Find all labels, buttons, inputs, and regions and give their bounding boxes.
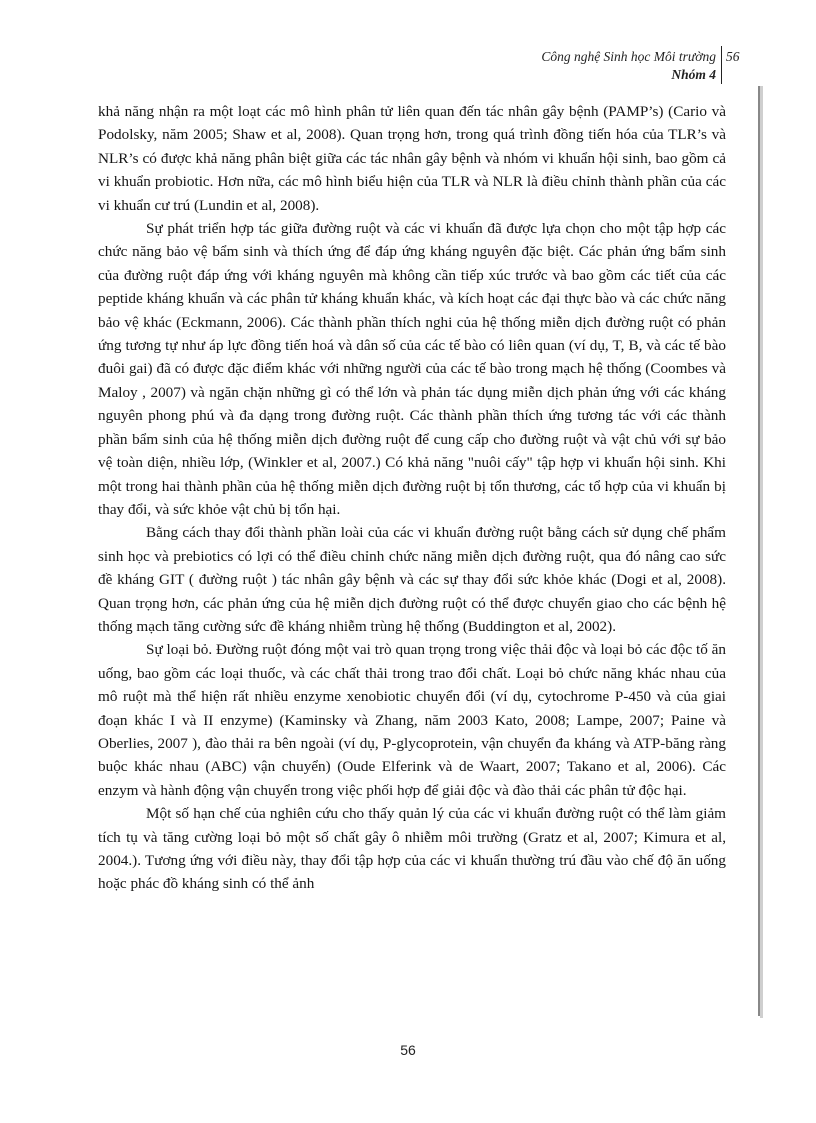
header-group: Nhóm 4	[671, 67, 716, 82]
body-text	[98, 100, 726, 896]
paragraph-2: Sự phát triển hợp tác giữa đường ruột và các vi khuẩn đã được lựa chọn cho một tập hợp các chức năng bảo vệ bẩm sinh và thích ứng để đáp ứng kháng nguyên đặc biệt. Các phản ứng bẩm sinh của đường ruột đáp ứng với kháng nguyên mà không cần tiếp xúc trước và bao gồm các tiết của các peptide kháng khuẩn và các phân tử kháng khuẩn khác, và kích hoạt các đại thực bào và các chức năng bảo vệ khác (Eckmann, 2006). Các thành phần thích nghi của hệ thống miễn dịch đường ruột có phản ứng tương tự như áp lực đồng tiến hoá và dân số của các tế bào có liên quan (ví dụ, T, B, và các tế bào đuôi gai) đã có được đặc điểm khác với những người của các tế bào trong mạch hệ thống (Coombes và Maloy , 2007) và ngăn chặn những gì có thể lớn và phản tác dụng miễn dịch phản ứng với các kháng nguyên phong phú và đa dạng trong đường ruột. Các thành phần thích ứng tương tác với các thành phần bẩm sinh của hệ thống miễn dịch đường ruột để cung cấp cho đường ruột và vật chủ với sự bảo vệ toàn diện, nhiều lớp, (Winkler et al, 2007.) Có khả năng "nuôi cấy" tập hợp vi khuẩn hội sinh. Khi một trong hai thành phần của hệ thống miễn dịch đường ruột bị tổn thương, các tổ hợp của vi khuẩn bị thay đổi, và sức khỏe vật chủ bị tổn hại.	[98, 220, 726, 518]
paragraph-4: Sự loại bỏ. Đường ruột đóng một vai trò quan trọng trong việc thải độc và loại bỏ các độc tố ăn uống, bao gồm các loại thuốc, và các chất thải trong trao đổi chất. Loại bỏ chức năng khác nhau của mô ruột mà thể hiện rất nhiều enzyme xenobiotic chuyển đổi (ví dụ, cytochrome P-450 và của giai đoạn khác I và II enzyme) (Kaminsky và Zhang, năm 2003 Kato, 2008; Lampe, 2007; Paine và Oberlies, 2007 ), đào thải ra bên ngoài (ví dụ, P-glycoprotein, vận chuyển đa kháng và ATP-băng ràng buộc khác nhau (ABC) vận chuyển) (Oude Elferink và de Waart, 2007; Takano et al, 2006). Các enzym và hành động vận chuyển trong việc phối hợp để giải độc và đào thải các phân tử độc hại.	[98, 641, 726, 799]
page-border-shadow	[760, 86, 763, 1018]
paragraph-1: khả năng nhận ra một loạt các mô hình phân tử liên quan đến tác nhân gây bệnh (PAMP’s) (Cario và Podolsky, năm 2005; Shaw et al, 2008). Quan trọng hơn, trong quá trình đồng tiến hóa của TLR’s và NLR’s có được khả năng phân biệt giữa các tác nhân gây bệnh và nhóm vi khuẩn hội sinh, bao gồm cả vi khuẩn probiotic. Hơn nữa, các mô hình biểu hiện của TLR và NLR là điều chỉnh thành phần của các vi khuẩn cư trú (Lundin et al, 2008).	[98, 103, 726, 214]
paragraph-3: Bằng cách thay đổi thành phần loài của các vi khuẩn đường ruột bằng cách sử dụng chế phẩm sinh học và prebiotics có lợi có thể điều chỉnh chức năng miễn dịch đường ruột, qua đó nâng cao sức đề kháng GIT ( đường ruột ) tác nhân gây bệnh và các sự thay đổi sức khỏe khác (Dogi et al, 2008). Quan trọng hơn, các phản ứng của hệ miễn dịch đường ruột có thể được chuyển giao cho các bệnh hệ thống mạch tăng cường sức đề kháng nhiễm trùng hệ thống (Buddington et al, 2002).	[98, 524, 726, 635]
page-border-right	[758, 86, 760, 1016]
header-divider	[721, 46, 722, 84]
page-header	[500, 46, 750, 86]
header-title-block	[541, 48, 716, 84]
header-subject: Công nghệ Sinh học Môi trường	[541, 49, 716, 64]
footer-page-number: 56	[400, 1042, 416, 1058]
paragraph-5: Một số hạn chế của nghiên cứu cho thấy quản lý của các vi khuẩn đường ruột có thể làm giảm tích tụ và tăng cường loại bỏ một số chất gây ô nhiễm môi trường (Gratz et al, 2007; Kimura et al, 2004.). Tương ứng với điều này, thay đổi tập hợp của các vi khuẩn thường trú đầu vào chế độ ăn uống hoặc phác đồ kháng sinh có thể ảnh	[98, 805, 726, 893]
header-page-number: 56	[726, 49, 740, 64]
